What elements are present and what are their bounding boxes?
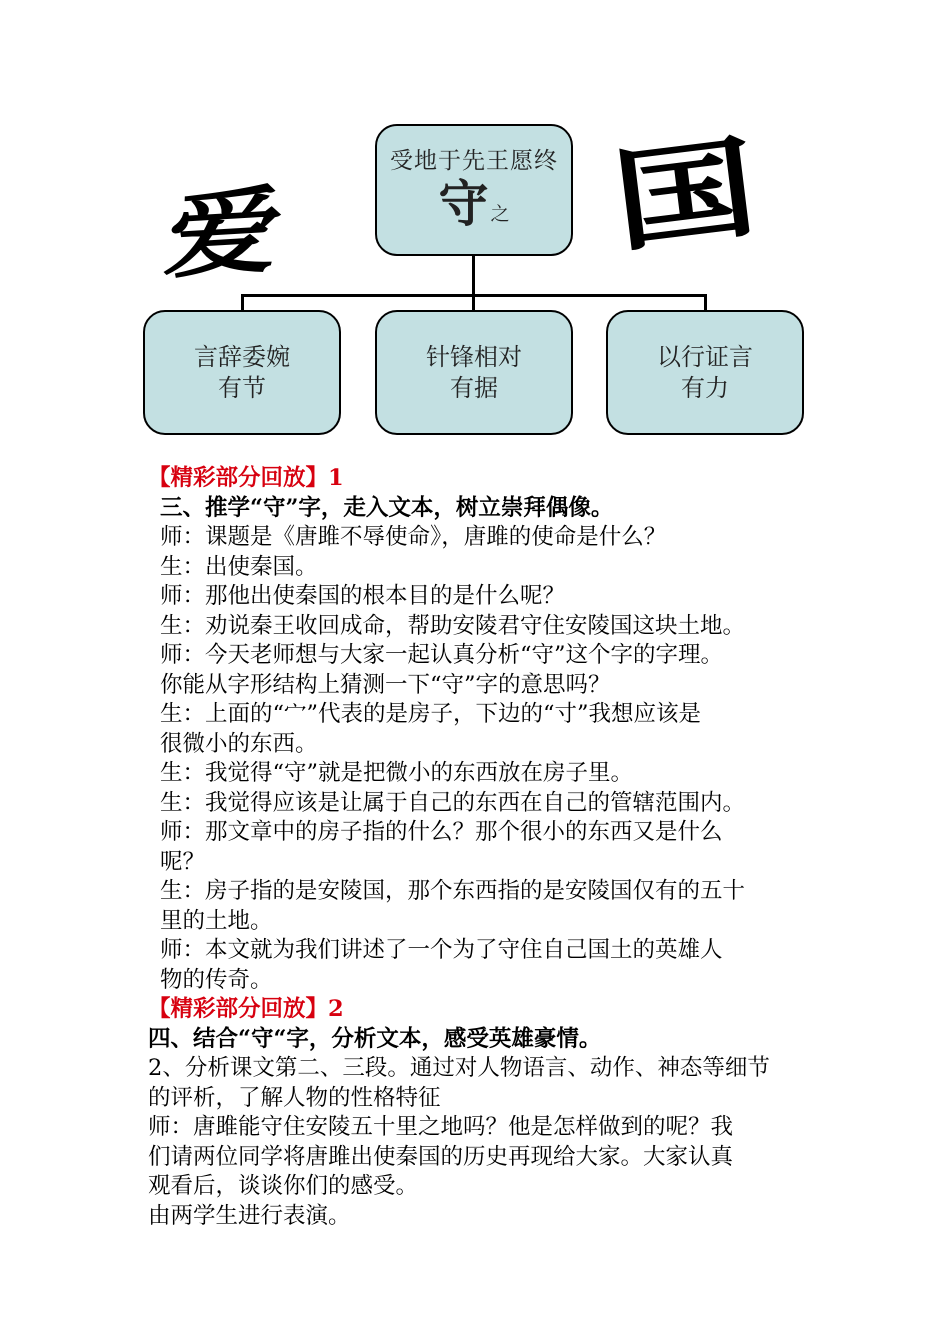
diagram-child-box-1	[143, 310, 341, 435]
root-line2	[438, 174, 510, 233]
child3-line1: 以行证言	[657, 342, 753, 371]
dialogue-line: 生：我觉得应该是让属于自己的东西在自己的管辖范围内。	[160, 789, 746, 816]
root-line1: 受地于先王愿终	[390, 148, 558, 174]
document-body	[148, 464, 828, 1231]
dialogue-line: 物的传奇。	[160, 966, 273, 993]
dialogue-line: 师：那文章中的房子指的什么？那个很小的东西又是什么	[160, 819, 723, 845]
guo-character: 国	[606, 121, 764, 268]
dialogue-line: 师：课题是《唐雎不辱使命》，唐雎的使命是什么？	[160, 524, 667, 550]
dialogue-line: 很微小的东西。	[160, 730, 318, 757]
dialogue-line: 你能从字形结构上猜测一下“守”字的意思吗？	[160, 671, 611, 698]
dialogue-line: 生：劝说秦王收回成命，帮助安陵君守住安陵国这块土地。	[160, 612, 746, 639]
diagram-child-box-2	[375, 310, 573, 435]
root-small-char: 之	[490, 203, 510, 225]
connector-vertical-root	[472, 256, 475, 296]
diagram-root-box	[375, 124, 573, 256]
child2-line1: 针锋相对	[426, 342, 522, 371]
dialogue-line: 里的土地。	[160, 907, 273, 934]
highlight-heading-2: 【精彩部分回放】2	[148, 996, 344, 1022]
paragraph-line: 们请两位同学将唐雎出使秦国的历史再现给大家。大家认真	[148, 1143, 734, 1170]
dialogue-line: 生：房子指的是安陵国，那个东西指的是安陵国仅有的五十	[160, 878, 746, 904]
dialogue-line: 师：那他出使秦国的根本目的是什么呢？	[160, 583, 566, 609]
child3-line2: 有力	[681, 373, 729, 402]
highlight-heading-1: 【精彩部分回放】1	[148, 465, 344, 491]
paragraph-line: 观看后，谈谈你们的感受。	[148, 1173, 419, 1199]
paragraph-line: 的评析，了解人物的性格特征	[148, 1084, 441, 1111]
dialogue-line: 生：我觉得“守”就是把微小的东西放在房子里。	[160, 760, 634, 786]
ai-character: 爱	[158, 174, 291, 293]
dialogue-line: 生：出使秦国。	[160, 553, 318, 580]
child1-line2: 有节	[218, 373, 266, 402]
paragraph-line: 师：唐雎能守住安陵五十里之地吗？他是怎样做到的呢？我	[148, 1114, 734, 1140]
child1-line1: 言辞委婉	[194, 342, 290, 371]
connector-vertical-middle	[472, 294, 475, 311]
dialogue-line: 生：上面的“宀”代表的是房子，下边的“寸”我想应该是	[160, 701, 702, 727]
diagram-child-box-3	[606, 310, 804, 435]
dialogue-line: 师：今天老师想与大家一起认真分析“守”这个字的字理。	[160, 642, 724, 668]
child2-line2: 有据	[450, 373, 498, 402]
dialogue-line: 呢？	[160, 848, 206, 875]
section-heading-4: 四、结合“守“字，分析文本，感受英雄豪情。	[148, 1025, 602, 1052]
paragraph-line: 2、分析课文第二、三段。通过对人物语言、动作、神态等细节	[148, 1055, 770, 1081]
section-heading-3: 三、推学“守”字，走入文本，树立崇拜偶像。	[160, 494, 614, 521]
connector-vertical-left	[241, 294, 244, 311]
dialogue-line: 师：本文就为我们讲述了一个为了守住自己国土的英雄人	[160, 937, 723, 963]
root-big-char: 守	[438, 174, 489, 233]
connector-vertical-right	[704, 294, 707, 311]
paragraph-line: 由两学生进行表演。	[148, 1202, 351, 1229]
